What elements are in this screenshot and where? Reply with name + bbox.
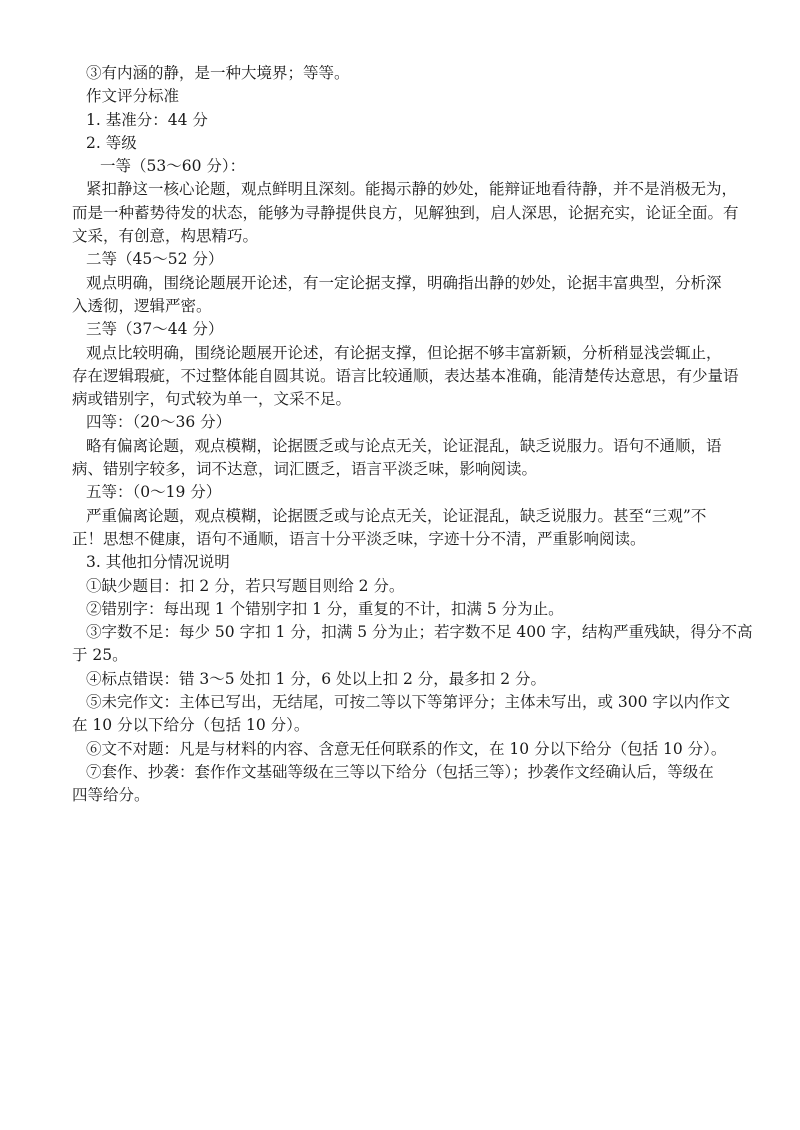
grade-5-text: 正！思想不健康，语句不通顺，语言十分平淡乏味，字迹十分不清，严重影响阅读。 (72, 529, 646, 548)
grade-4-text: 略有偏离论题，观点模糊，论据匮乏或与论点无关，论证混乱，缺乏说服力。语句不通顺，语 (86, 436, 722, 455)
document-page (72, 62, 756, 808)
text-line: ③有内涵的静，是一种大境界；等等。 (86, 64, 350, 82)
deduction-item: ④标点错误：错 3～5 处扣 1 分，6 处以上扣 2 分，最多扣 2 分。 (86, 669, 547, 688)
grade-4-heading: 四等：（20～36 分） (86, 413, 232, 432)
grade-2-text: 观点明确，围绕论题展开论述，有一定论据支撑，明确指出静的妙处，论据丰富典型，分析深 (86, 273, 722, 292)
section-heading-scoring-standard: 作文评分标准 (86, 87, 180, 106)
grade-5-text: 严重偏离论题，观点模糊，论据匮乏或与论点无关，论证混乱，缺乏说服力。甚至“三观”不 (86, 506, 707, 525)
grade-1-text: 文采，有创意，构思精巧。 (72, 227, 259, 246)
base-score-line: 1. 基准分：44 分 (86, 110, 208, 129)
grade-3-text: 存在逻辑瑕疵，不过整体能自圆其说。语言比较通顺，表达基本准确，能清楚传达意思，有少量语 (72, 366, 739, 385)
grade-2-text: 入透彻，逻辑严密。 (72, 296, 212, 315)
grade-3-heading: 三等（37～44 分） (86, 320, 224, 339)
deduction-item: 于 25。 (72, 646, 128, 665)
deduction-item: ⑦套作、抄袭：套作作文基础等级在三等以下给分（包括三等）；抄袭作文经确认后，等级在 (86, 762, 714, 781)
deduction-item: ⑤未完作文：主体已写出，无结尾，可按二等以下等第评分；主体未写出，或 300 字以内作文 (86, 693, 730, 712)
deduction-item: ①缺少题目：扣 2 分，若只写题目则给 2 分。 (86, 576, 405, 595)
grade-1-text: 而是一种蓄势待发的状态，能够为寻静提供良方，见解独到，启人深思，论据充实，论证全面。有 (72, 203, 739, 222)
grade-2-heading: 二等（45～52 分） (86, 250, 224, 269)
grade-3-text: 观点比较明确，围绕论题展开论述，有论据支撑，但论据不够丰富新颖，分析稍显浅尝辄止， (86, 343, 722, 362)
deduction-item: 在 10 分以下给分（包括 10 分）。 (72, 716, 310, 735)
grade-4-text: 病、错别字较多，词不达意，词汇匮乏，语言平淡乏味，影响阅读。 (72, 460, 538, 479)
grade-heading: 2. 等级 (86, 133, 137, 152)
deduction-item: ③字数不足：每少 50 字扣 1 分，扣满 5 分为止；若字数不足 400 字，结构严重残缺，得分不高 (86, 623, 753, 642)
deduction-item: ⑥文不对题：凡是与材料的内容、含意无任何联系的作文，在 10 分以下给分（包括 10 分）。 (86, 739, 727, 758)
grade-1-heading: 一等（53～60 分）： (100, 157, 246, 176)
deduction-item: 四等给分。 (72, 786, 150, 805)
deduction-item: ②错别字：每出现 1 个错别字扣 1 分，重复的不计，扣满 5 分为止。 (86, 599, 564, 618)
grade-3-text: 病或错别字，句式较为单一，文采不足。 (72, 390, 352, 409)
deduction-heading: 3. 其他扣分情况说明 (86, 553, 230, 572)
grade-1-text: 紧扣静这一核心论题，观点鲜明且深刻。能揭示静的妙处，能辩证地看待静，并不是消极无为， (86, 180, 738, 199)
grade-5-heading: 五等：（0～19 分） (86, 483, 222, 502)
